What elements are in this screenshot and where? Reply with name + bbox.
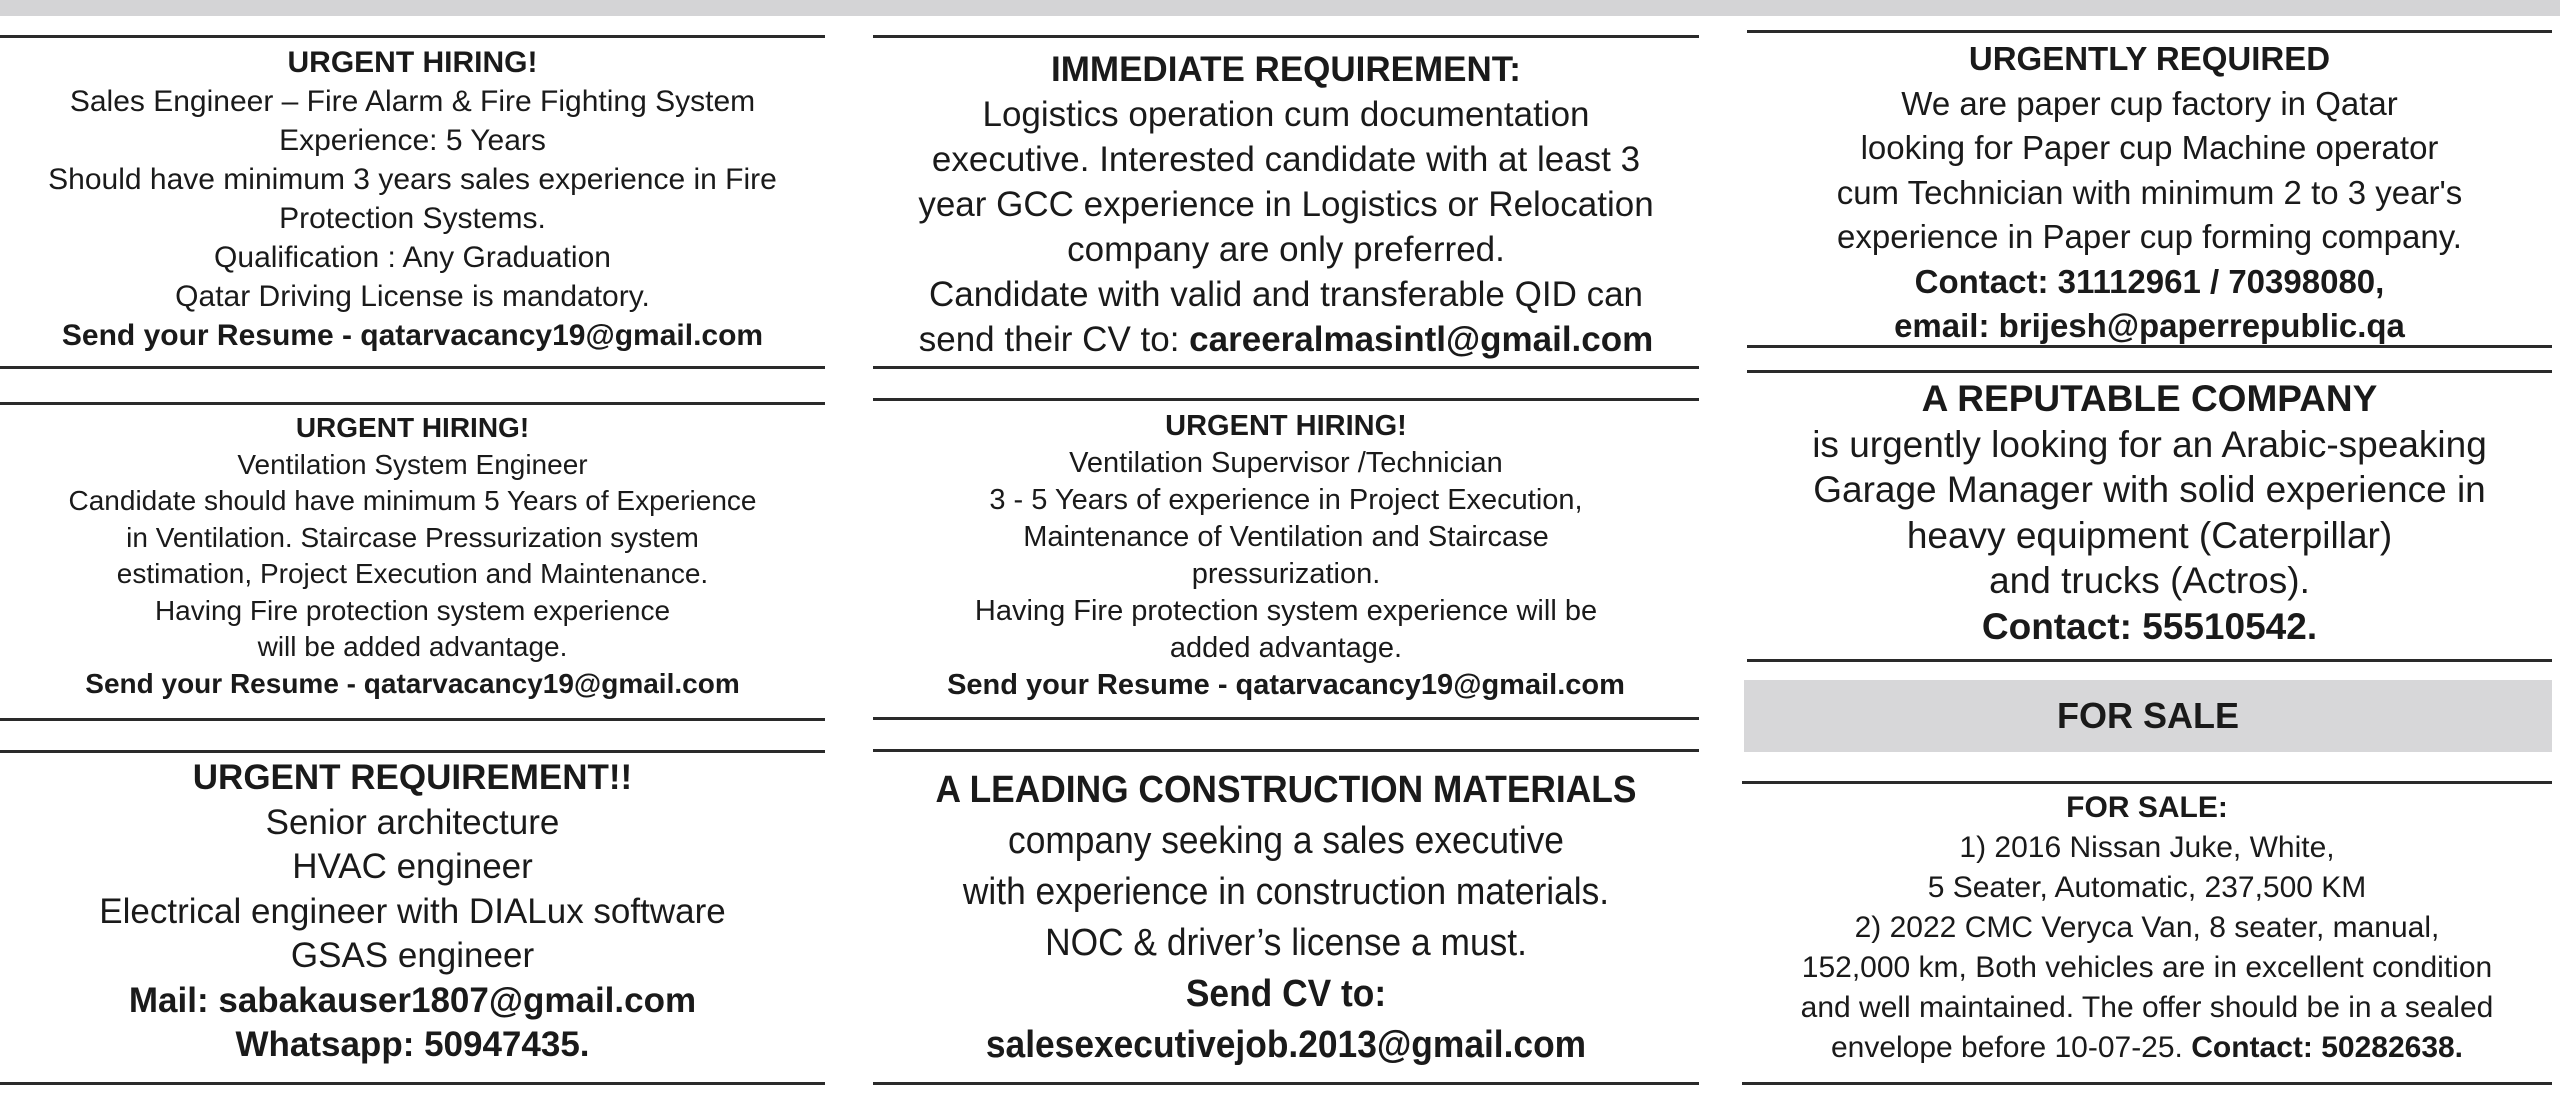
ad-heading: FOR SALE: <box>2066 791 2228 824</box>
ad-line: envelope before 10-07-25. <box>1830 1031 2192 1064</box>
ad-line: year GCC experience in Logistics or Relocation <box>918 185 1654 224</box>
ad-send-label: Send CV to: <box>1185 973 1387 1015</box>
ad-line: looking for Paper cup Machine operator <box>1860 129 2439 166</box>
ad-line: Garage Manager with solid experience in <box>1813 469 2486 510</box>
ad-line: estimation, Project Execution and Maintenance. <box>116 558 709 589</box>
ad-heading: URGENT HIRING! <box>1165 410 1407 442</box>
ad-heading: A REPUTABLE COMPANY <box>1921 378 2378 419</box>
ad-line: company seeking a sales executive <box>1008 820 1564 862</box>
ad-heading: URGENT REQUIREMENT!! <box>192 758 633 797</box>
divider <box>873 749 1699 752</box>
ad-line: Electrical engineer with DIALux software <box>99 891 726 931</box>
ad-line: added advantage. <box>1169 632 1403 664</box>
ad-line: NOC & driver’s license a must. <box>1045 922 1527 964</box>
ad-architecture-requirement <box>0 756 825 1068</box>
ad-line: cum Technician with minimum 2 to 3 year's <box>1836 173 2463 211</box>
divider <box>873 1082 1699 1085</box>
ad-sales-fire-engineer <box>0 43 825 355</box>
for-sale-section-header <box>1744 680 2552 752</box>
ad-line: 152,000 km, Both vehicles are in excellent condition <box>1801 951 2493 984</box>
ad-garage-manager <box>1747 376 2552 649</box>
ad-line: Ventilation System Engineer <box>237 448 588 480</box>
ad-line: Sales Engineer – Fire Alarm & Fire Fighting System <box>69 85 756 118</box>
ad-line: executive. Interested candidate with at least 3 <box>931 140 1641 179</box>
ad-line: is urgently looking for an Arabic-speaking <box>1812 423 2487 465</box>
ad-whatsapp: Whatsapp: 50947435. <box>235 1025 590 1064</box>
ad-heading: URGENT HIRING! <box>295 412 530 443</box>
ad-contact: Contact: 31112961 / 70398080, <box>1914 262 2385 300</box>
ad-contact: Contact: 50282638. <box>2191 1031 2464 1064</box>
divider <box>1742 1082 2552 1085</box>
ad-line: Qatar Driving License is mandatory. <box>175 280 650 313</box>
ad-last-line <box>1742 1028 2552 1068</box>
divider <box>1747 659 2552 662</box>
ad-line: 3 - 5 Years of experience in Project Execution, <box>989 484 1583 516</box>
ad-heading: IMMEDIATE REQUIREMENT: <box>1051 50 1521 89</box>
ad-construction-sales <box>873 765 1699 1071</box>
ad-line: will be added advantage. <box>257 631 568 662</box>
ad-contact: Send your Resume - qatarvacancy19@gmail.com <box>85 667 740 699</box>
ad-cv-email: careeralmasintl@gmail.com <box>1189 320 1654 359</box>
ad-line: 5 Seater, Automatic, 237,500 KM <box>1927 871 2367 904</box>
ad-line: Protection Systems. <box>279 202 546 235</box>
divider <box>1742 781 2552 784</box>
ad-line: Candidate with valid and transferable QID can <box>928 275 1643 314</box>
divider <box>0 1082 825 1085</box>
ad-cv-line <box>873 317 1699 362</box>
ad-line: HVAC engineer <box>292 847 533 886</box>
ad-heading: URGENT HIRING! <box>287 46 538 79</box>
ad-line: We are paper cup factory in Qatar <box>1901 84 2398 122</box>
divider <box>873 398 1699 401</box>
divider <box>0 402 825 405</box>
ad-line: and trucks (Actros). <box>1989 560 2310 601</box>
ad-line: Should have minimum 3 years sales experience in Fire <box>48 163 777 196</box>
divider <box>873 717 1699 720</box>
ad-contact: Send your Resume - qatarvacancy19@gmail.com <box>61 319 764 352</box>
ad-line: GSAS engineer <box>290 936 535 975</box>
ad-heading: URGENTLY REQUIRED <box>1968 40 2331 77</box>
divider <box>1747 370 2552 373</box>
ad-line: Qualification : Any Graduation <box>214 241 611 274</box>
ad-contact: Send your Resume - qatarvacancy19@gmail.com <box>947 669 1625 701</box>
divider <box>0 366 825 369</box>
ad-email: salesexecutivejob.2013@gmail.com <box>985 1024 1587 1066</box>
ad-line: and well maintained. The offer should be in a sealed <box>1800 991 2494 1024</box>
ad-cv-prefix: send their CV to: <box>918 320 1190 359</box>
ad-line: 2) 2022 CMC Veryca Van, 8 seater, manual, <box>1854 911 2440 944</box>
ad-heading: A LEADING CONSTRUCTION MATERIALS <box>935 769 1637 811</box>
ad-ventilation-supervisor <box>873 408 1699 704</box>
top-gray-band <box>0 0 2560 16</box>
ad-line: in Ventilation. Staircase Pressurization system <box>126 521 699 553</box>
ad-logistics-executive <box>873 47 1699 362</box>
ad-line: Candidate should have minimum 5 Years of Experience <box>68 485 757 516</box>
section-label: FOR SALE <box>2056 695 2239 736</box>
ad-mail: Mail: sabakauser1807@gmail.com <box>128 980 697 1020</box>
divider <box>1747 30 2552 33</box>
ad-line: Maintenance of Ventilation and Staircase <box>1023 521 1549 553</box>
divider <box>0 718 825 721</box>
ad-email: email: brijesh@paperrepublic.qa <box>1894 307 2405 344</box>
ad-line: experience in Paper cup forming company. <box>1837 218 2462 255</box>
ad-line: Senior architecture <box>265 802 560 842</box>
ad-contact: Contact: 55510542. <box>1981 605 2318 647</box>
ad-line: heavy equipment (Caterpillar) <box>1906 514 2393 556</box>
divider <box>0 35 825 38</box>
divider <box>873 35 1699 38</box>
ad-line: Ventilation Supervisor /Technician <box>1069 447 1503 479</box>
ad-line: pressurization. <box>1191 558 1381 590</box>
divider <box>873 366 1699 369</box>
ad-line: Having Fire protection system experience <box>154 594 671 626</box>
divider <box>0 750 825 753</box>
ad-paper-cup-operator <box>1747 37 2552 349</box>
ad-line: 1) 2016 Nissan Juke, White, <box>1959 831 2335 864</box>
ad-line: Experience: 5 Years <box>279 124 546 157</box>
ad-line: company are only preferred. <box>1067 230 1505 269</box>
ad-line: with experience in construction materials. <box>962 871 1610 913</box>
ad-line: Having Fire protection system experience will be <box>974 595 1598 627</box>
ad-ventilation-engineer <box>0 410 825 702</box>
ad-vehicles-for-sale <box>1742 788 2552 1068</box>
ad-line: Logistics operation cum documentation <box>982 95 1590 134</box>
